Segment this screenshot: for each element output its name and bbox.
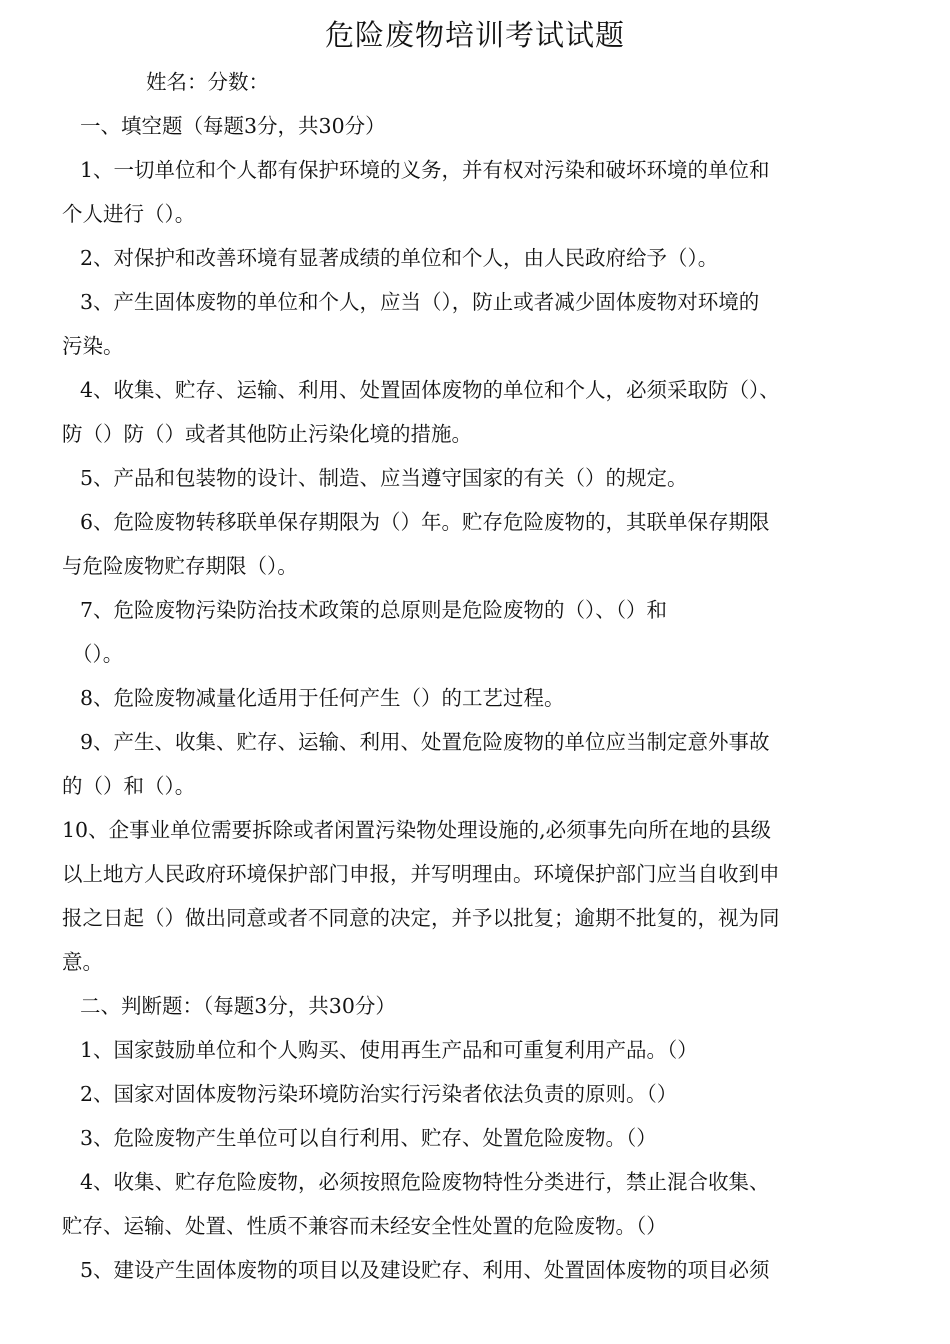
question-text: 报之日起（）做出同意或者不同意的决定，并予以批复；逾期不批复的，视为同 (62, 906, 780, 930)
fill-blank-question-5 (62, 456, 894, 500)
question-text: 1、国家鼓励单位和个人购买、使用再生产品和可重复利用产品。（） (80, 1038, 698, 1062)
fill-blank-question-8 (62, 676, 894, 720)
fill-blank-question-2 (62, 236, 894, 280)
fill-blank-question-1 (62, 148, 894, 236)
question-text: 8、危险废物减量化适用于任何产生（）的工艺过程。 (80, 686, 565, 710)
section-heading-fill-blank: 一、填空题（每题3分，共30分） (80, 114, 386, 138)
exam-content (62, 60, 894, 1292)
question-text: 3、产生固体废物的单位和个人，应当（），防止或者减少固体废物对环境的 (80, 290, 760, 314)
question-text: 2、对保护和改善环境有显著成绩的单位和个人，由人民政府给予（）。 (80, 246, 719, 270)
question-text: 1、一切单位和个人都有保护环境的义务，并有权对污染和破坏环境的单位和 (80, 158, 770, 182)
question-text: 3、危险废物产生单位可以自行利用、贮存、处置危险废物。（） (80, 1126, 657, 1150)
question-text: 的（）和（）。 (62, 774, 196, 798)
fill-blank-question-6 (62, 500, 894, 588)
question-text: 5、产品和包装物的设计、制造、应当遵守国家的有关（）的规定。 (80, 466, 688, 490)
fill-blank-question-7 (62, 588, 894, 676)
true-false-question-3 (62, 1116, 894, 1160)
name-score-line: 姓名：分数： (146, 70, 269, 94)
question-text: 7、危险废物污染防治技术政策的总原则是危险废物的（）、（）和 (80, 598, 668, 622)
true-false-question-1 (62, 1028, 894, 1072)
question-text: 与危险废物贮存期限（）。 (62, 554, 298, 578)
page-title: 危险废物培训考试试题 (324, 18, 625, 52)
question-text: 贮存、运输、处置、性质不兼容而未经安全性处置的危险废物。（） (62, 1214, 667, 1238)
question-text: （）。 (72, 642, 124, 666)
question-text: 个人进行（）。 (62, 202, 196, 226)
question-text: 以上地方人民政府环境保护部门申报，并写明理由。环境保护部门应当自收到申 (62, 862, 780, 886)
fill-blank-question-3 (62, 280, 894, 368)
true-false-question-2 (62, 1072, 894, 1116)
question-text: 防（）防（）或者其他防止污染化境的措施。 (62, 422, 472, 446)
question-text: 9、产生、收集、贮存、运输、利用、处置危险废物的单位应当制定意外事故 (80, 730, 770, 754)
fill-blank-question-4 (62, 368, 894, 456)
question-text: 4、收集、贮存、运输、利用、处置固体废物的单位和个人，必须采取防（）、 (80, 378, 780, 402)
fill-blank-question-10 (62, 808, 894, 984)
question-text: 意。 (62, 950, 103, 974)
question-text: 5、建设产生固体废物的项目以及建设贮存、利用、处置固体废物的项目必须 (80, 1258, 770, 1282)
question-text: 10、企事业单位需要拆除或者闲置污染物处理设施的,必须事先向所在地的县级 (62, 818, 772, 842)
question-text: 2、国家对固体废物污染环境防治实行污染者依法负责的原则。（） (80, 1082, 678, 1106)
true-false-question-5 (62, 1248, 894, 1292)
question-text: 污染。 (62, 334, 124, 358)
section-heading-true-false: 二、判断题：（每题3分，共30分） (80, 994, 396, 1018)
question-text: 6、危险废物转移联单保存期限为（）年。贮存危险废物的，其联单保存期限 (80, 510, 770, 534)
question-text: 4、收集、贮存危险废物，必须按照危险废物特性分类进行，禁止混合收集、 (80, 1170, 770, 1194)
true-false-question-4 (62, 1160, 894, 1248)
fill-blank-question-9 (62, 720, 894, 808)
